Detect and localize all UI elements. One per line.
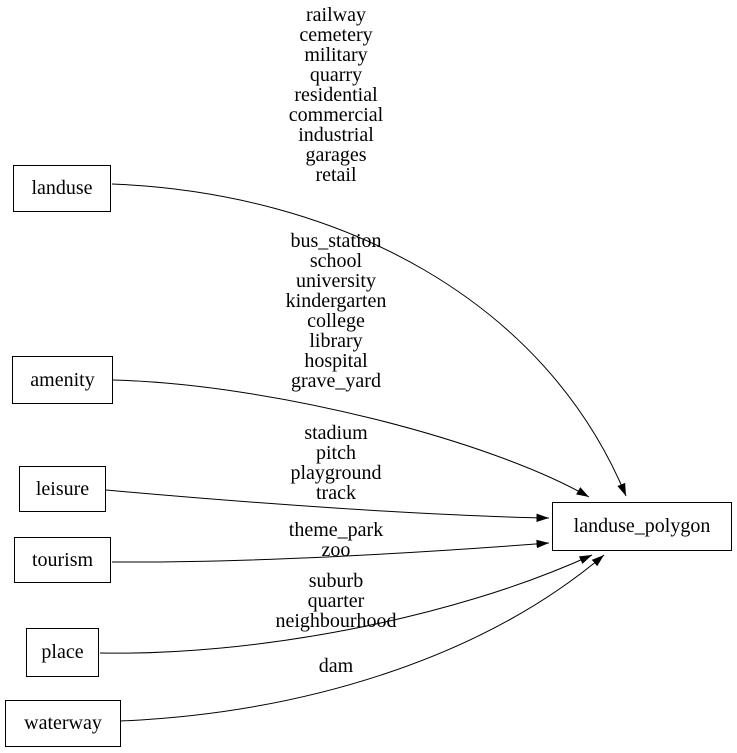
edge-value-line: quarter: [307, 590, 365, 612]
edge-value-line: zoo: [321, 539, 351, 561]
edge-label-leisure-values: [196, 423, 476, 503]
edge-label-amenity-values: [196, 231, 476, 391]
node-landuse-polygon-label: landuse_polygon: [573, 515, 711, 537]
node-leisure-label: leisure: [35, 477, 90, 500]
node-landuse-label: landuse: [31, 177, 93, 199]
edge-value-line: school: [309, 250, 363, 272]
edge-value-line: retail: [315, 164, 357, 186]
edge-label-waterway-values: [196, 656, 476, 676]
edge-value-line: kindergarten: [285, 290, 387, 312]
edge-value-line: residential: [294, 84, 378, 106]
node-amenity: [12, 356, 113, 404]
edge-value-line: grave_yard: [291, 370, 381, 392]
edge-label-landuse-values: [196, 5, 476, 185]
edge-value-line: library: [309, 330, 363, 352]
edge-value-line: stadium: [304, 422, 368, 444]
edge-label-place-values: [196, 571, 476, 631]
edge-value-line: railway: [306, 4, 366, 26]
edge-value-line: suburb: [308, 570, 364, 592]
node-place: [26, 628, 99, 677]
node-landuse-polygon: [552, 502, 732, 551]
edge-value-line: pitch: [316, 442, 356, 464]
edge-value-line: track: [316, 482, 356, 504]
edge-value-line: hospital: [304, 350, 368, 372]
node-tourism-label: tourism: [31, 548, 94, 571]
edge-value-line: playground: [290, 462, 382, 484]
node-landuse: [13, 165, 111, 212]
node-amenity-label: amenity: [30, 368, 95, 391]
edge-value-line: dam: [318, 655, 354, 677]
edge-value-line: cemetery: [299, 24, 373, 46]
edge-value-line: neighbourhood: [275, 610, 397, 632]
node-waterway: [5, 700, 121, 747]
node-leisure: [19, 466, 106, 512]
node-tourism: [14, 537, 111, 583]
edge-value-line: military: [304, 44, 368, 66]
edge-value-line: garages: [305, 144, 367, 166]
edge-value-line: theme_park: [288, 519, 384, 541]
node-waterway-label: waterway: [24, 712, 102, 734]
edge-value-line: industrial: [298, 124, 374, 146]
edge-value-line: bus_station: [290, 230, 382, 252]
edge-value-line: commercial: [288, 104, 384, 126]
edge-value-line: college: [307, 310, 365, 332]
edge-value-line: quarry: [309, 64, 363, 86]
edge-label-tourism-values: [196, 520, 476, 560]
node-place-label: place: [41, 641, 84, 663]
edge-value-line: university: [296, 270, 376, 292]
